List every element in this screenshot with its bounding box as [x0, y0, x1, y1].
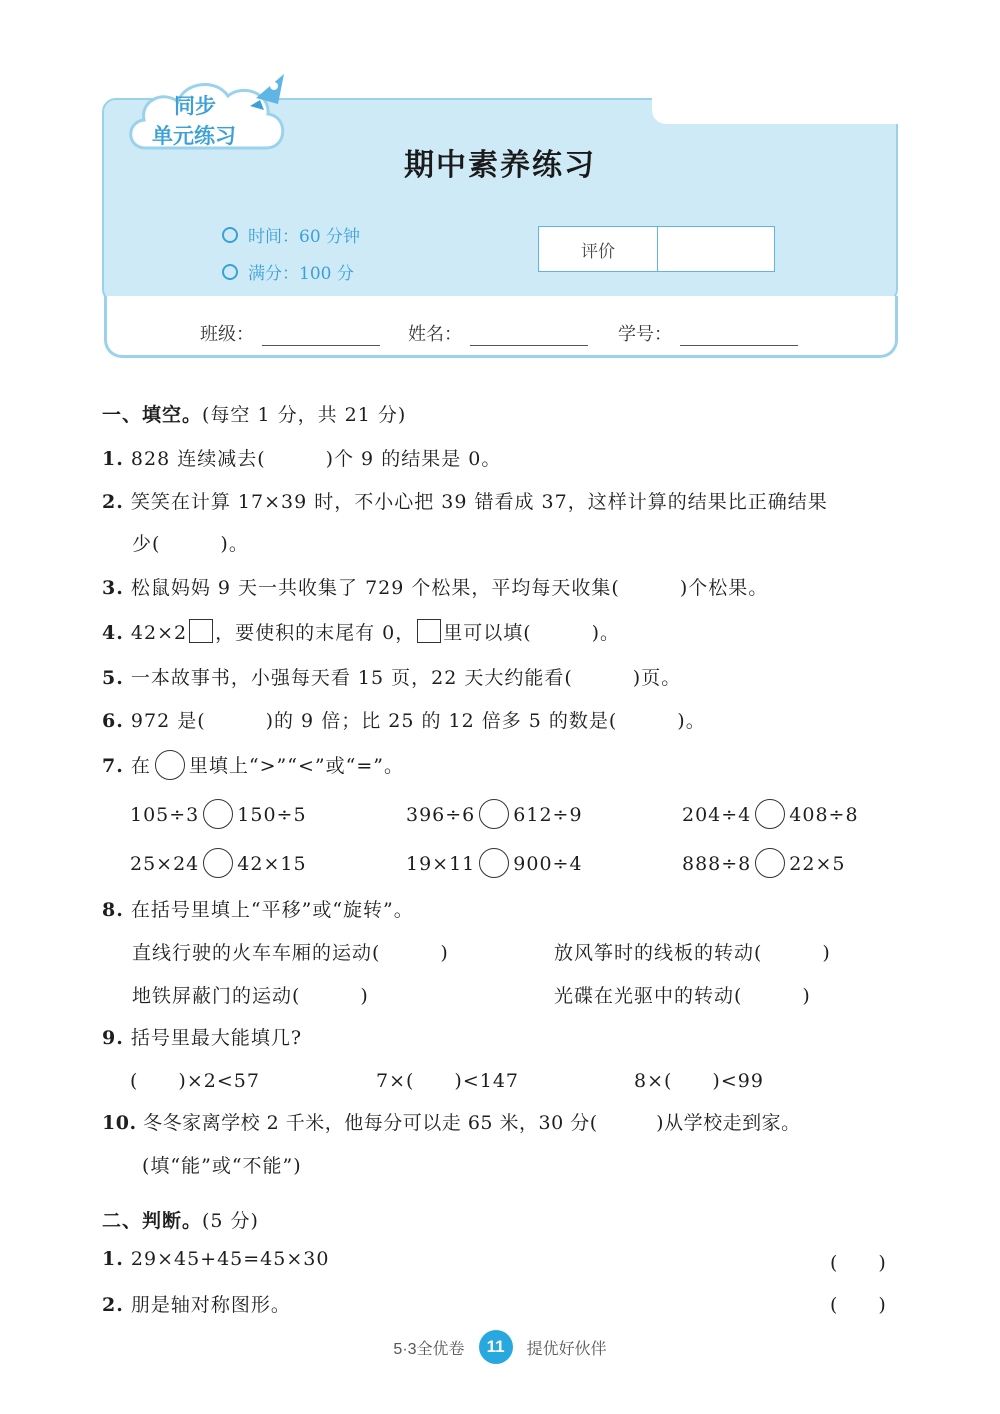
question-1-6: 6. 972 是( )的 9 倍；比 25 的 12 倍多 5 的数是( )。 — [102, 710, 706, 732]
class-input[interactable] — [262, 323, 380, 346]
question-1-2: 2. 笑笑在计算 17×39 时，不小心把 39 错看成 37，这样计算的结果比正确结果 — [102, 491, 828, 513]
evaluation-box — [538, 226, 775, 272]
check-icon — [222, 264, 238, 280]
compare-circle[interactable] — [755, 848, 785, 878]
time-meta — [222, 222, 360, 247]
compare-circle[interactable] — [755, 799, 785, 829]
question-1-1: 1. 828 连续减去( )个 9 的结果是 0。 — [102, 448, 502, 470]
banner-tab — [652, 96, 904, 124]
question-1-9: 9. 括号里最大能填几? — [102, 1027, 303, 1049]
blank-box[interactable] — [189, 619, 213, 643]
answer-paren[interactable]: ( ) — [830, 1252, 887, 1274]
class-label: 班级： — [200, 324, 254, 344]
student-id-input[interactable] — [680, 323, 798, 346]
section1-heading: 一、填空。(每空 1 分，共 21 分) — [102, 404, 407, 426]
question-1-5: 5. 一本故事书，小强每天看 15 页，22 天大约能看( )页。 — [102, 667, 682, 689]
question-2-1: 1. 29×45+45=45×30 — [102, 1248, 330, 1270]
question-1-8-b: 放风筝时的线板的转动( ) — [554, 942, 831, 964]
clock-icon — [222, 227, 238, 243]
question-1-3: 3. 松鼠妈妈 9 天一共收集了 729 个松果，平均每天收集( )个松果。 — [102, 577, 769, 599]
compare-item: 204÷4 408÷8 — [682, 799, 859, 829]
question-1-9-a: ( )×2<57 — [130, 1070, 260, 1092]
blank-box[interactable] — [417, 619, 441, 643]
evaluation-label: 评价 — [539, 227, 658, 271]
compare-circle[interactable] — [203, 799, 233, 829]
evaluation-field[interactable] — [658, 227, 774, 271]
question-1-8-a: 直线行驶的火车车厢的运动( ) — [132, 942, 449, 964]
question-1-9-b: 7×( )<147 — [376, 1070, 520, 1092]
footer-left: 5·3全优卷 — [393, 1340, 465, 1358]
question-1-2-cont: 少( )。 — [132, 533, 249, 555]
compare-circle — [155, 750, 185, 780]
footer-right: 提优好伙伴 — [526, 1340, 607, 1358]
compare-circle[interactable] — [479, 848, 509, 878]
question-2-2: 2. 朋是轴对称图形。 — [102, 1294, 291, 1316]
compare-item: 888÷8 22×5 — [682, 848, 845, 878]
student-id-field — [618, 320, 798, 346]
page-number: 11 — [479, 1330, 513, 1364]
page-footer — [0, 1330, 1000, 1364]
time-text: 时间：60 分钟 — [248, 227, 361, 247]
name-label: 姓名： — [408, 324, 462, 344]
score-meta — [222, 259, 354, 284]
question-1-7: 7. 在 里填上“>”“<”或“=”。 — [102, 750, 404, 780]
name-field — [408, 320, 588, 346]
compare-item: 25×24 42×15 — [130, 848, 307, 878]
question-1-10: 10. 冬冬家离学校 2 千米，他每分可以走 65 米，30 分( )从学校走到家。 — [102, 1112, 801, 1134]
student-id-label: 学号： — [618, 324, 672, 344]
question-1-8-c: 地铁屏蔽门的运动( ) — [132, 985, 369, 1007]
question-1-9-c: 8×( )<99 — [634, 1070, 764, 1092]
page-title: 期中素养练习 — [404, 149, 596, 182]
section2-heading: 二、判断。(5 分) — [102, 1210, 259, 1232]
compare-item: 19×11 900÷4 — [406, 848, 583, 878]
compare-circle[interactable] — [479, 799, 509, 829]
answer-paren[interactable]: ( ) — [830, 1294, 887, 1316]
name-input[interactable] — [470, 323, 588, 346]
badge-line1: 同步 — [174, 95, 216, 118]
question-1-8-d: 光碟在光驱中的转动( ) — [554, 985, 811, 1007]
question-1-10-cont: (填“能”或“不能”) — [142, 1155, 302, 1177]
compare-item: 105÷3 150÷5 — [130, 799, 307, 829]
compare-item: 396÷6 612÷9 — [406, 799, 583, 829]
score-text: 满分：100 分 — [248, 264, 354, 284]
compare-circle[interactable] — [203, 848, 233, 878]
question-1-8: 8. 在括号里填上“平移”或“旋转”。 — [102, 899, 414, 921]
class-field — [200, 320, 380, 346]
badge-line2: 单元练习 — [152, 125, 236, 148]
question-1-4: 4. 42×2 ，要使积的末尾有 0， 里可以填( )。 — [102, 618, 620, 645]
